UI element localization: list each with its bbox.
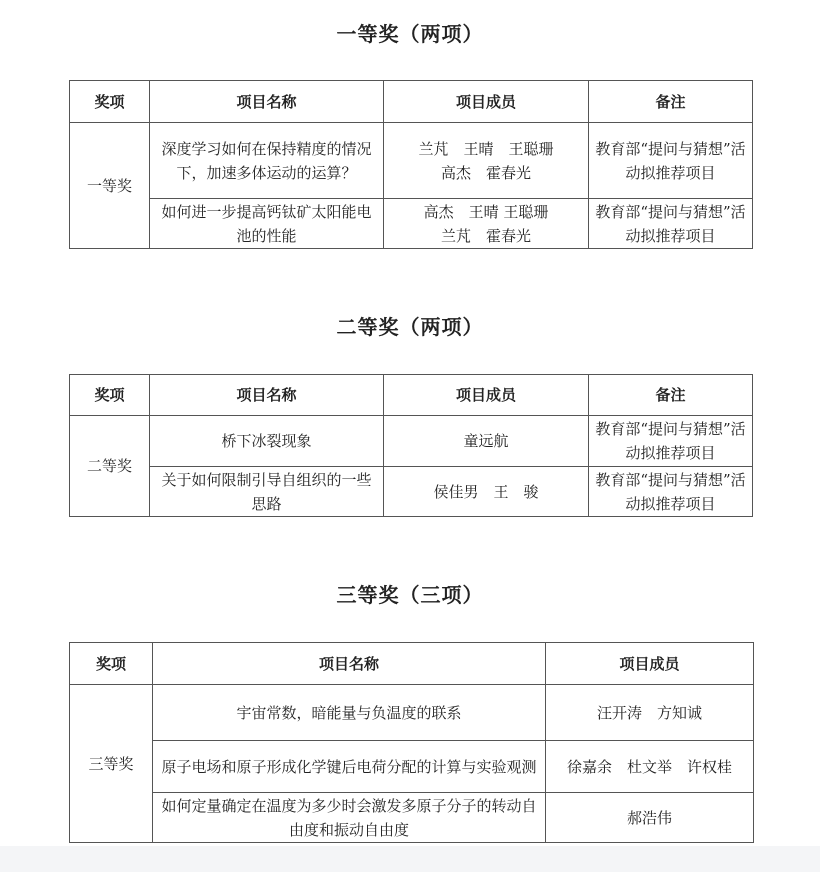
note-cell: 教育部“提问与猜想”活动拟推荐项目 [589,123,753,199]
table-row [70,416,753,467]
members-cell: 徐嘉余 杜文举 许权桂 [546,741,754,793]
header-members: 项目成员 [384,375,589,416]
project-name-cell: 如何进一步提高钙钛矿太阳能电池的性能 [150,199,384,249]
note-cell: 教育部“提问与猜想”活动拟推荐项目 [589,416,753,467]
members-cell: 侯佳男 王 骏 [384,467,589,517]
table-header-row [70,81,753,123]
header-members: 项目成员 [384,81,589,123]
members-cell: 童远航 [384,416,589,467]
table-header-row [70,375,753,416]
header-award: 奖项 [70,643,153,685]
table-row [70,741,754,793]
first-prize-table [69,80,753,249]
members-cell: 高杰 王晴 王聪珊 兰芃 霍春光 [384,199,589,249]
section-title-second-prize: 二等奖（两项） [336,315,484,339]
header-award: 奖项 [70,81,150,123]
members-cell: 汪开涛 方知诚 [546,685,754,741]
section-title-third-prize: 三等奖（三项） [336,583,484,607]
award-level-cell: 一等奖 [70,123,150,249]
table-row [70,793,754,843]
project-name-cell: 桥下冰裂现象 [150,416,384,467]
table-row [70,123,753,199]
header-note: 备注 [589,375,753,416]
third-prize-table [69,642,754,843]
members-cell: 郝浩伟 [546,793,754,843]
header-note: 备注 [589,81,753,123]
section-title-first-prize: 一等奖（两项） [336,22,484,46]
header-project-name: 项目名称 [150,81,384,123]
award-level-cell: 二等奖 [70,416,150,517]
project-name-cell: 深度学习如何在保持精度的情况下，加速多体运动的运算？ [150,123,384,199]
project-name-cell: 如何定量确定在温度为多少时会激发多原子分子的转动自由度和振动自由度 [153,793,546,843]
project-name-cell: 原子电场和原子形成化学键后电荷分配的计算与实验观测 [153,741,546,793]
table-header-row [70,643,754,685]
award-level-cell: 三等奖 [70,685,153,843]
note-cell: 教育部“提问与猜想”活动拟推荐项目 [589,467,753,517]
second-prize-table [69,374,753,517]
header-members: 项目成员 [546,643,754,685]
project-name-cell: 关于如何限制引导自组织的一些思路 [150,467,384,517]
members-cell: 兰芃 王晴 王聪珊 高杰 霍春光 [384,123,589,199]
header-project-name: 项目名称 [150,375,384,416]
note-cell: 教育部“提问与猜想”活动拟推荐项目 [589,199,753,249]
bottom-band [0,846,820,872]
table-row [70,467,753,517]
header-project-name: 项目名称 [153,643,546,685]
table-row [70,685,754,741]
header-award: 奖项 [70,375,150,416]
project-name-cell: 宇宙常数，暗能量与负温度的联系 [153,685,546,741]
table-row [70,199,753,249]
